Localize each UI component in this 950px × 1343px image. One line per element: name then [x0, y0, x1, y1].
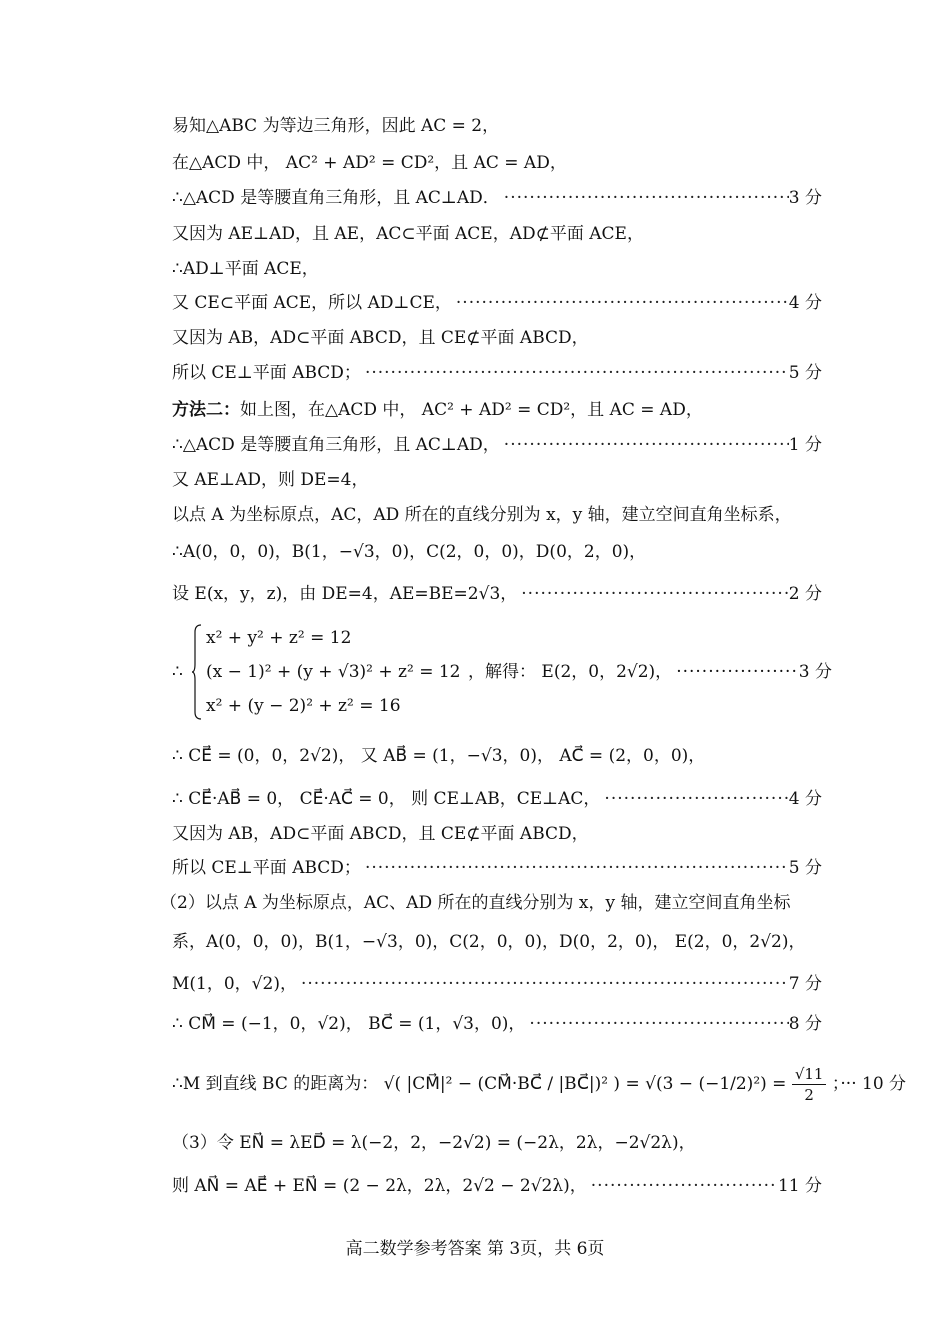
line-text: ；··· [831, 1074, 857, 1094]
line-text: 所以 CE⊥平面 ABCD； [172, 363, 361, 383]
score-label: 5 分 [788, 363, 822, 383]
score-label: 1 分 [788, 435, 822, 455]
text-line: （2）以点 A 为坐标原点，AC、AD 所在的直线分别为 x，y 轴，建立空间直角坐标 [160, 893, 791, 913]
scored-line [172, 186, 822, 210]
text-line: 又因为 AE⊥AD，且 AE，AC⊂平面 ACE，AD⊄平面 ACE， [172, 224, 644, 244]
text-line: 又 AE⊥AD，则 DE=4， [172, 470, 369, 490]
scored-line [172, 787, 822, 811]
scored-line [172, 1174, 822, 1198]
dot-leader [500, 186, 789, 210]
scored-line [172, 582, 822, 606]
dot-leader [672, 660, 799, 684]
line-text: 则 AN⃗ = AE⃗ + EN⃗ = (2 − 2λ，2λ，2√2 − 2√2λ)， [172, 1176, 587, 1196]
score-label: 8 分 [788, 1014, 822, 1034]
line-text: ，解得： E(2，0，2√2)， [468, 662, 673, 682]
dot-leader [587, 1174, 778, 1198]
system-equation-2: (x − 1)² + (y + √3)² + z² = 12 [206, 662, 461, 682]
score-label: 2 分 [788, 584, 822, 604]
scored-line [172, 856, 822, 880]
line-text: ∴M 到直线 BC 的距离为： [172, 1074, 379, 1094]
scored-line [172, 972, 822, 996]
scored-line [172, 291, 822, 315]
line-text: 设 E(x，y，z)，由 DE=4，AE=BE=2√3， [172, 584, 518, 604]
line-text: ∴ CE⃗·AB⃗ = 0， CE⃗·AC⃗ = 0， 则 CE⊥AB，CE⊥AC， [172, 789, 601, 809]
text-line: ∴ CE⃗ = (0，0，2√2)， 又 AB⃗ = (1，−√3，0)， AC⃗ = (2，0，0)， [172, 746, 706, 766]
scored-line [468, 660, 832, 684]
score-label: 11 分 [777, 1176, 822, 1196]
fraction-denominator: 2 [804, 1086, 814, 1104]
left-brace-icon [192, 624, 202, 720]
score-label: 3 分 [788, 188, 822, 208]
method-two-label: 方法二： [172, 400, 240, 420]
line-text: 所以 CE⊥平面 ABCD； [172, 858, 361, 878]
dot-leader [297, 972, 789, 996]
line-text: ∴ CM⃗ = (−1，0，√2)， BC⃗ = (1，√3，0)， [172, 1014, 526, 1034]
text-line: ∴A(0，0，0)，B(1，−√3，0)，C(2，0，0)，D(0，2，0)， [172, 542, 647, 562]
text-line: 系，A(0，0，0)，B(1，−√3，0)，C(2，0，0)，D(0，2，0)， E(2，0，2√2)， [172, 932, 806, 952]
fraction-numerator: √11 [792, 1064, 827, 1085]
line-text: M(1，0，√2)， [172, 974, 297, 994]
text-line: 在△ACD 中， AC² + AD² = CD²，且 AC = AD， [172, 153, 567, 173]
scored-line [172, 433, 822, 457]
scored-line [172, 361, 822, 385]
text-line: 又因为 AB，AD⊂平面 ABCD，且 CE⊄平面 ABCD， [172, 824, 589, 844]
dot-leader [361, 361, 789, 385]
score-label: 3 分 [798, 662, 832, 682]
dot-leader [500, 433, 789, 457]
line-text: 又 CE⊂平面 ACE，所以 AD⊥CE， [172, 293, 452, 313]
dot-leader [361, 856, 789, 880]
scored-line [172, 1012, 822, 1036]
score-label: 7 分 [788, 974, 822, 994]
distance-line [172, 1064, 907, 1105]
page-footer: 高二数学参考答案 第 3页，共 6页 [345, 1239, 605, 1259]
system-equation-3: x² + (y − 2)² + z² = 16 [206, 696, 401, 716]
equation-system [172, 622, 832, 722]
text-line: ∴AD⊥平面 ACE， [172, 259, 319, 279]
text-line: （3）令 EN⃗ = λED⃗ = λ(−2，2，−2√2) = (−2λ，2λ，−2√2λ)， [172, 1133, 696, 1153]
therefore-symbol: ∴ [172, 662, 183, 682]
score-label: 10 分 [862, 1074, 907, 1094]
text-line [172, 398, 822, 422]
system-equation-1: x² + y² + z² = 12 [206, 628, 352, 648]
line-text: ∴△ACD 是等腰直角三角形，且 AC⊥AD， [172, 435, 500, 455]
line-text: ∴△ACD 是等腰直角三角形，且 AC⊥AD． [172, 188, 500, 208]
dot-leader [525, 1012, 788, 1036]
distance-expression: √( |CM⃗|² − (CM⃗·BC⃗ / |BC⃗|)² ) = √(3 − (−1/2)²) = [383, 1074, 792, 1094]
dot-leader [600, 787, 788, 811]
dot-leader [452, 291, 789, 315]
text-line: 又因为 AB，AD⊂平面 ABCD，且 CE⊄平面 ABCD， [172, 328, 589, 348]
score-label: 4 分 [788, 293, 822, 313]
text-line: 以点 A 为坐标原点，AC，AD 所在的直线分别为 x，y 轴，建立空间直角坐标系， [172, 505, 792, 525]
score-label: 5 分 [788, 858, 822, 878]
score-label: 4 分 [788, 789, 822, 809]
fraction [792, 1064, 827, 1105]
line-text: 如上图，在△ACD 中， AC² + AD² = CD²，且 AC = AD， [240, 400, 703, 420]
text-line: 易知△ABC 为等边三角形，因此 AC = 2， [172, 116, 500, 136]
dot-leader [517, 582, 788, 606]
